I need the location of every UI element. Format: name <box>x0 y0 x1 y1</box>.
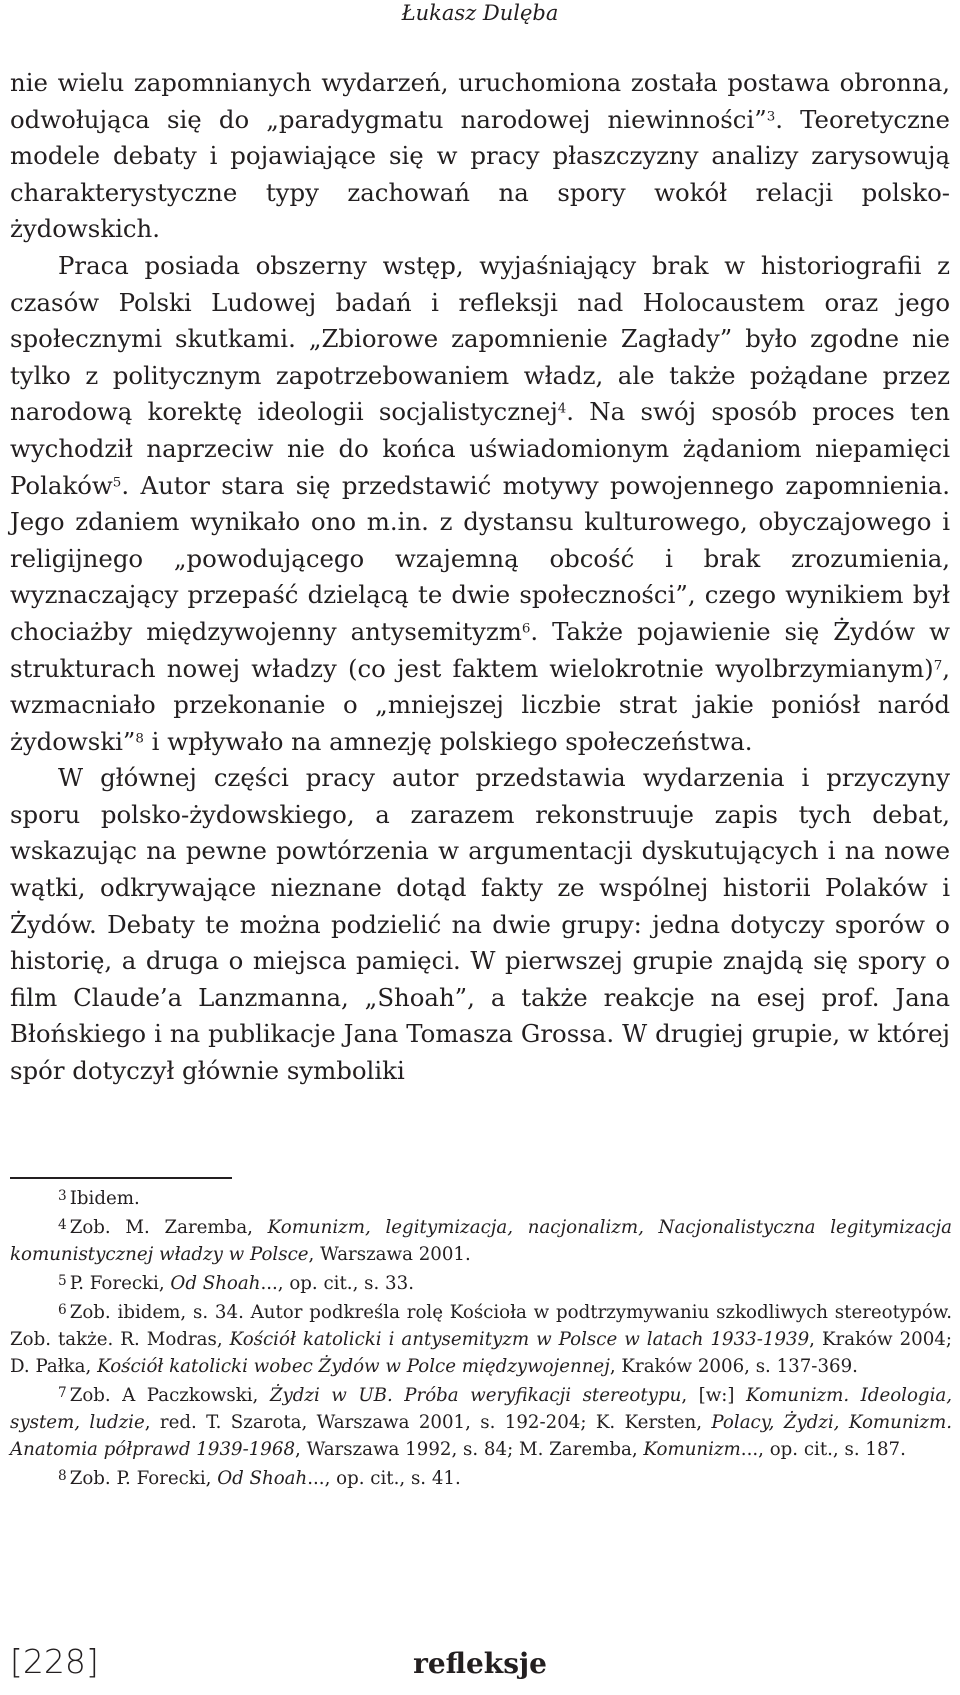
body-text <box>10 65 950 1090</box>
footnote-separator <box>10 1177 232 1179</box>
paragraph-1: nie wielu zapomnianych wydarzeń, uruchomiona została postawa obronna, odwołująca się do „paradygmatu narodowej niewinności”$^3$. Teoretyczne modele debaty i pojawiające się w pracy płaszczyzny analizy zarysowują charakterystyczne typy zachowań na spory wokół relacji polsko-żydowskich. <box>10 68 950 244</box>
page-footer <box>0 1640 960 1692</box>
paragraph-3: W głównej części pracy autor przedstawia wydarzenia i przyczyny sporu polsko-żydowskiego, a zarazem rekonstruuje zapis tych debat, wskazując na pewne powtórzenia w argumentacji dyskutujących i na nowe wątki, odkrywające nieznane dotąd fakty ze wspólnej historii Polaków i Żydów. Debaty te można podzielić na dwie grupy: jedna dotyczy sporów o historię, a druga o miejsca pamięci. W pierwszej grupie znajdą się spory o film Claude’a Lanzmanna, „Shoah”, a także reakcje na esej prof. Jana Błońskiego i na publikacje Jana Tomasza Grossa. W drugiej grupie, w której spór dotyczył głównie symboliki <box>10 763 950 1086</box>
running-header-author: Łukasz Dulęba <box>401 1 559 25</box>
footnote-3: $^3$ Ibidem. <box>58 1188 140 1210</box>
footnote-ref-3[interactable]: 3 <box>766 109 776 125</box>
footnotes <box>10 1183 952 1493</box>
footnote-ref-5[interactable]: 5 <box>112 475 122 491</box>
footnote-5: $^5$ P. Forecki, Od Shoah..., op. cit., s. 33. <box>58 1273 414 1295</box>
footnote-7: $^7$ Zob. A Paczkowski, Żydzi w UB. Próba weryfikacji stereotypu, [w:] Komunizm. Ideologia, system, ludzie, red. T. Szarota, Warszawa 2001, s. 192-204; K. Kersten, Polacy, Żydzi, Komunizm. Anatomia półprawd 1939-1968, Warszawa 1992, s. 84; M. Zaremba, Komunizm..., op. cit., s. 187. <box>10 1385 953 1461</box>
paragraph-2: Praca posiada obszerny wstęp, wyjaśniający brak w historiografii z czasów Polski Ludowej badań i refleksji nad Holocaustem oraz jego społecznymi skutkami. „Zbiorowe zapomnienie Zagłady” było zgodne nie tylko z politycznym zapotrzebowaniem władz, ale także pożądane przez narodową korektę ideologii socjalistycznej$^4$. Na swój sposób proces ten wychodził naprzeciw nie do końca uświadomionym żądaniom niepamięci Polaków$^5$. Autor stara się przedstawić motywy powojennego zapomnienia. Jego zdaniem wynikało ono m.in. z dystansu kulturowego, obyczajowego i religijnego „powodującego wzajemną obcość i brak zrozumienia, wyznaczający przepaść dzielącą te dwie społeczności”, czego wynikiem był chociażby międzywojenny antysemityzm$^6$. Także pojawienie się Żydów w strukturach nowej władzy (co jest faktem wielokrotnie wyolbrzymianym)$^7$, wzmacniało przekonanie o „mniejszej liczbie strat jakie poniósł naród żydowski”$^8$ i wpływało na amnezję polskiego społeczeństwa. <box>10 250 950 756</box>
footnote-6: $^6$ Zob. ibidem, s. 34. Autor podkreśla rolę Kościoła w podtrzymywaniu szkodliwych stereotypów. Zob. także. R. Modras, Kościół katolicki i antysemityzm w Polsce w latach 1933-1939, Kraków 2004; D. Pałka, Kościół katolicki wobec Żydów w Polce międzywojennej, Kraków 2006, s. 137-369. <box>10 1302 953 1378</box>
footnote-ref-7[interactable]: 7 <box>933 658 943 674</box>
footnote-4: $^4$ Zob. M. Zaremba, Komunizm, legitymizacja, nacjonalizm, Nacjonalistyczna legitymizacja komunistycznej władzy w Polsce, Warszawa 2001. <box>10 1217 952 1266</box>
journal-title: refleksje <box>413 1647 547 1680</box>
page-number: [228] <box>10 1642 99 1681</box>
footnote-ref-8[interactable]: 8 <box>135 731 144 747</box>
footnote-ref-4[interactable]: 4 <box>557 401 567 417</box>
footnote-8: $^8$ Zob. P. Forecki, Od Shoah..., op. cit., s. 41. <box>58 1468 461 1490</box>
footnote-ref-6[interactable]: 6 <box>521 621 531 637</box>
